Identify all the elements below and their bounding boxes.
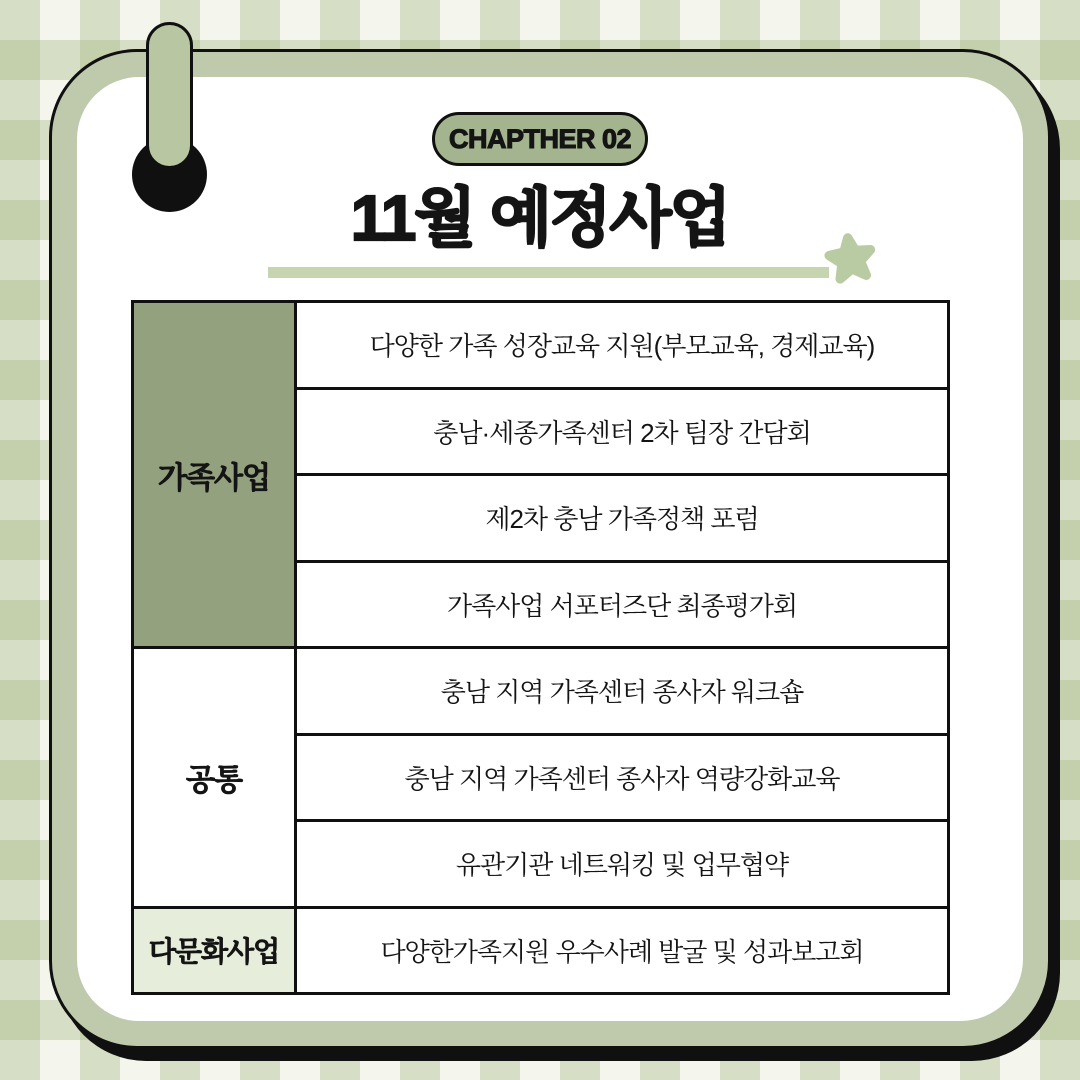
schedule-item: 가족사업 서포터즈단 최종평가회 [296,561,949,648]
schedule-item: 충남·세종가족센터 2차 팀장 간담회 [296,388,949,475]
table-row [133,907,949,994]
category-cell-common: 공통 [133,648,296,908]
chapter-badge [432,112,648,166]
star-icon [819,226,881,288]
page-title: 11월 예정사업 [350,182,730,254]
schedule-item: 제2차 충남 가족정책 포럼 [296,475,949,562]
title-underline [268,267,829,278]
table-row [133,648,949,735]
schedule-item: 충남 지역 가족센터 종사자 워크숍 [296,648,949,735]
table-row [133,302,949,389]
schedule-item: 충남 지역 가족센터 종사자 역량강화교육 [296,734,949,821]
category-cell-multicultural: 다문화사업 [133,907,296,994]
schedule-item: 다양한가족지원 우수사례 발굴 및 성과보고회 [296,907,949,994]
category-cell-family-business: 가족사업 [133,302,296,648]
chapter-badge-label: CHAPTHER 02 [448,123,632,154]
schedule-item: 다양한 가족 성장교육 지원(부모교육, 경제교육) [296,302,949,389]
schedule-item: 유관기관 네트워킹 및 업무협약 [296,821,949,908]
schedule-table [131,300,950,995]
